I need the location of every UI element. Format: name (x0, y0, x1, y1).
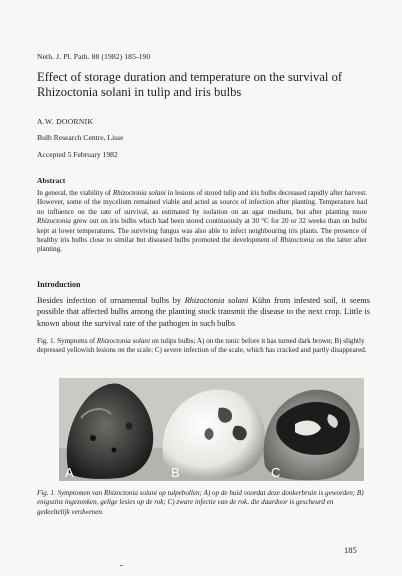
abstract-text-3: grew out on iris bulbs which had been stored continuously at 30 °C for 20 or 32 weeks than on bulbs kept at lower temperatures. The surviving fungus was also able to infect neighbouring iris plants. The presence of healthy iris bulbs close to similar but diseased bulbs promoted the development of (37, 217, 367, 245)
fig-caption-text-2: on tulips bulbs; A) on the tunic before it has turned dark brown; B) slightly depressed yellowish lesions on the scale; C) severe infection of the scale, which has cracked and partly disappeared. (37, 337, 367, 355)
intro-text-1: Besides infection of ornamental bulbs by (37, 296, 185, 305)
scan-mark (120, 565, 123, 566)
panel-label-b: B (171, 465, 180, 480)
figure-caption-dutch (37, 489, 367, 517)
abstract-text-2: in lesions of stored tulip and iris bulbs decreased rapidly after harvest. However, some of the mycelium remained viable and acted as source of infection after planting. Temperature had no influence on the rate of survival, as estimated by isolation on an agar medium, but after planting more (37, 189, 367, 216)
introduction-heading: Introduction (37, 280, 81, 289)
page-number: 185 (344, 545, 357, 555)
intro-text-2: Kühn from infested soil, it seems possible that affected bulbs among the planting stock transmit the disease to the next crop. Little is known about the survival rate of the pathogen in such bulbs (37, 296, 370, 328)
journal-reference: Neth. J. Pl. Path. 88 (1982) 185-190 (37, 52, 151, 61)
introduction-paragraph (37, 295, 370, 329)
fig-caption-species: Rhizoctonia solani (96, 337, 150, 345)
paper-title: Effect of storage duration and temperature on the survival of Rhizoctonia solani in tulip and iris bulbs (37, 70, 343, 99)
fig-caption-text-1: Fig. 1. Symptoms of (37, 337, 97, 345)
abstract-text-1: In general, the viability of (37, 189, 113, 197)
panel-label-a: A (65, 465, 74, 480)
figure-caption (37, 337, 367, 356)
figure-caption-dutch-paragraph: Fig. 1. Symptomen van Rhizoctonia solani op tulpebollen; A) op de huid voordat deze donkerbruin is geworden; B) enigszins ingezonken, gelige lesies op de rok; C) zware infectie van de rok, die daardoor is gescheurd en gedeeltelijk verdwenen. (37, 489, 364, 516)
introduction-body (37, 295, 370, 329)
panel-label-c: C (271, 465, 281, 480)
intro-species-1: Rhizoctonia solani (184, 296, 249, 305)
abstract-species-1: Rhizoctonia solani (112, 189, 166, 197)
abstract-paragraph (37, 189, 367, 255)
abstract-body (37, 189, 367, 255)
figure-photo (59, 378, 364, 481)
author-affiliation: Bulb Research Centre, Lisse (37, 133, 124, 142)
abstract-heading: Abstract (37, 176, 66, 185)
abstract-text-4: on the latter after planting. (37, 236, 368, 254)
figure-caption-paragraph (37, 337, 367, 356)
author-name: A.W. DOORNIK (37, 117, 94, 126)
abstract-species-3: Rhizoctonia (280, 236, 315, 245)
accepted-date: Accepted 5 February 1982 (37, 150, 118, 159)
abstract-species-2: Rhizoctonia (37, 217, 71, 226)
bulb-photographs (59, 378, 364, 481)
